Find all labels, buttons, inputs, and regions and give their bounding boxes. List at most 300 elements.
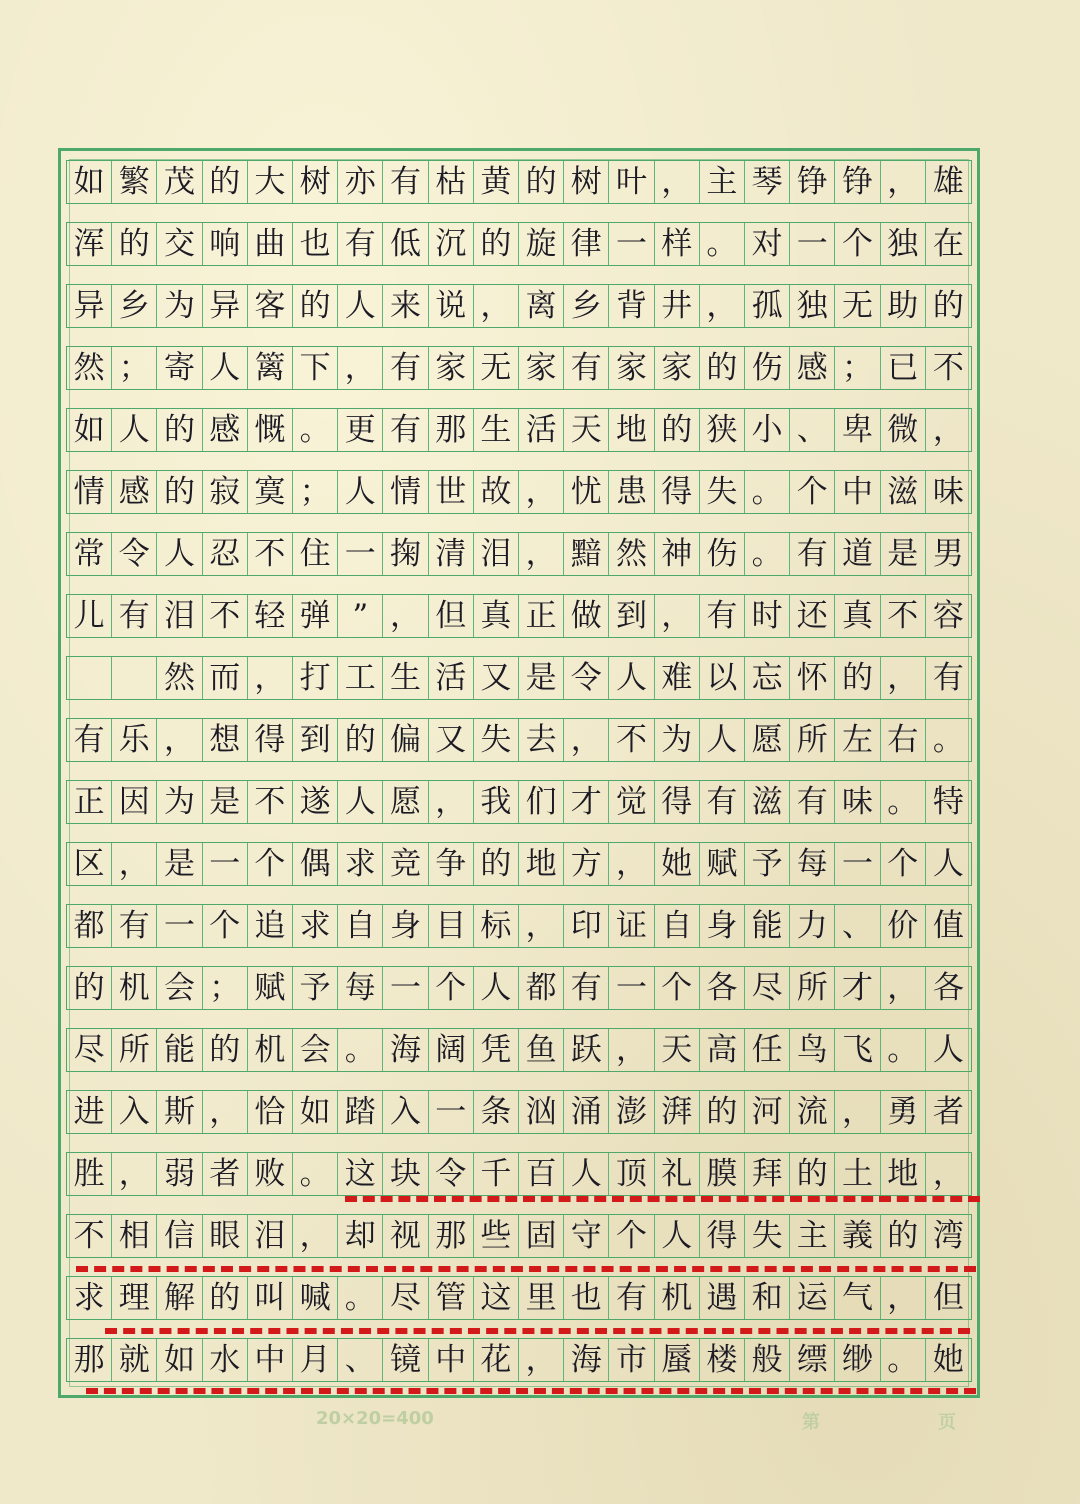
grid-cell: 证 <box>609 905 654 947</box>
grid-cell: 千 <box>474 1153 519 1195</box>
grid-cell: 令 <box>564 657 609 699</box>
grid-cell: 失 <box>474 719 519 761</box>
grid-cell: 难 <box>655 657 700 699</box>
grid-cell: 得 <box>655 471 700 513</box>
grid-cell: 竞 <box>383 843 428 885</box>
grid-cell: 令 <box>429 1153 474 1195</box>
grid-cell: 、 <box>338 1339 383 1381</box>
grid-cell: 浑 <box>67 223 112 265</box>
grid-cell: 尽 <box>745 967 790 1009</box>
grid-cell: 真 <box>835 595 880 637</box>
grid-cell: 标 <box>474 905 519 947</box>
grid-cell: 些 <box>474 1215 519 1257</box>
grid-cell: 的 <box>790 1153 835 1195</box>
grid-row <box>66 284 972 328</box>
grid-row <box>66 1214 972 1258</box>
grid-cell: 是 <box>203 781 248 823</box>
grid-cell: 条 <box>474 1091 519 1133</box>
grid-row <box>66 532 972 576</box>
grid-cell: ， <box>932 1155 964 1192</box>
grid-cell: 忍 <box>203 533 248 575</box>
grid-cell: 视 <box>383 1215 428 1257</box>
grid-cell: 身 <box>383 905 428 947</box>
grid-cell: 卑 <box>835 409 880 451</box>
grid-cell: 个 <box>609 1215 654 1257</box>
grid-cell: 泪 <box>157 595 202 637</box>
grid-cell: 方 <box>564 843 609 885</box>
grid-cell: 个 <box>835 223 880 265</box>
grid-cell: 。 <box>338 1277 383 1319</box>
grid-cell: 、 <box>790 409 835 451</box>
grid-cell: ， <box>112 843 157 885</box>
grid-cell: 所 <box>790 967 835 1009</box>
grid-frame <box>58 148 980 1398</box>
grid-cell: 独 <box>881 223 926 265</box>
page-number-prefix: 第 <box>802 1412 820 1433</box>
grid-cell <box>67 657 112 699</box>
grid-cell: 大 <box>248 161 293 203</box>
grid-cell: ， <box>881 161 926 203</box>
grid-cell: ， <box>474 285 519 327</box>
grid-cell: 人 <box>655 1215 700 1257</box>
grid-cell: 个 <box>429 967 474 1009</box>
grid-cell: 人 <box>609 657 654 699</box>
grid-cell: 求 <box>338 843 383 885</box>
grid-cell: 有 <box>112 595 157 637</box>
grid-cell: 气 <box>835 1277 880 1319</box>
grid-cell: 男 <box>932 535 964 572</box>
grid-cell: 。 <box>293 409 338 451</box>
grid-cell: 的 <box>157 471 202 513</box>
grid-cell: 有 <box>112 905 157 947</box>
grid-cell: 天 <box>564 409 609 451</box>
grid-cell: 感 <box>790 347 835 389</box>
grid-cell: 。 <box>700 223 745 265</box>
grid-cell: 曲 <box>248 223 293 265</box>
grid-cell: 做 <box>564 595 609 637</box>
grid-cell: 还 <box>790 595 835 637</box>
grid-cell: 但 <box>429 595 474 637</box>
grid-cell: 寂 <box>203 471 248 513</box>
grid-cell: 。 <box>293 1153 338 1195</box>
grid-cell: 斯 <box>157 1091 202 1133</box>
grid-cell: 有 <box>700 595 745 637</box>
grid-cell: 缈 <box>835 1339 880 1381</box>
grid-cell: 的 <box>338 719 383 761</box>
grid-cell: 自 <box>655 905 700 947</box>
grid-cell: 道 <box>835 533 880 575</box>
grid-cell: 澎 <box>609 1091 654 1133</box>
grid-cell: 一 <box>609 223 654 265</box>
grid-cell: 的 <box>67 967 112 1009</box>
grid-cell: 特 <box>932 783 964 820</box>
grid-cell: 不 <box>248 781 293 823</box>
grid-cell: 树 <box>564 161 609 203</box>
grid-cell: 遂 <box>293 781 338 823</box>
grid-cell: 月 <box>293 1339 338 1381</box>
grid-cell: 患 <box>609 471 654 513</box>
grid-cell: 小 <box>745 409 790 451</box>
grid-cell: 会 <box>157 967 202 1009</box>
grid-cell: 赋 <box>700 843 745 885</box>
grid-cell: 然 <box>609 533 654 575</box>
grid-cell: 样 <box>655 223 700 265</box>
grid-cell: 一 <box>790 223 835 265</box>
grid-cell: 生 <box>383 657 428 699</box>
grid-cell: 不 <box>203 595 248 637</box>
grid-cell: 想 <box>203 719 248 761</box>
grid-cell: 异 <box>203 285 248 327</box>
grid-cell: 主 <box>790 1215 835 1257</box>
grid-cell: 以 <box>700 657 745 699</box>
grid-cell: 这 <box>474 1277 519 1319</box>
grid-cell: 怀 <box>790 657 835 699</box>
grid-cell: 胜 <box>67 1153 112 1195</box>
grid-cell: ， <box>835 1091 880 1133</box>
grid-cell: 。 <box>745 533 790 575</box>
grid-cell: 尽 <box>67 1029 112 1071</box>
grid-cell: 力 <box>790 905 835 947</box>
grid-cell: 神 <box>655 533 700 575</box>
grid-cell: 运 <box>790 1277 835 1319</box>
grid-cell: 掬 <box>383 533 428 575</box>
grid-cell: 汹 <box>519 1091 564 1133</box>
grid-cell: 如 <box>157 1339 202 1381</box>
grid-cell: 滋 <box>881 471 926 513</box>
grid-cell: 是 <box>157 843 202 885</box>
grid-cell: ， <box>655 595 700 637</box>
grid-cell: 泪 <box>248 1215 293 1257</box>
grid-cell: 轻 <box>248 595 293 637</box>
grid-cell: 有 <box>67 719 112 761</box>
grid-cell: 蜃 <box>655 1339 700 1381</box>
grid-cell: 得 <box>248 719 293 761</box>
grid-row <box>66 1338 972 1382</box>
grid-cell: 高 <box>700 1029 745 1071</box>
grid-cell: 说 <box>429 285 474 327</box>
grid-cell: 常 <box>67 533 112 575</box>
grid-cell: 一 <box>429 1091 474 1133</box>
grid-cell: 不 <box>932 349 964 386</box>
grid-cell: ， <box>881 657 926 699</box>
grid-cell: 求 <box>293 905 338 947</box>
grid-cell: 儿 <box>67 595 112 637</box>
grid-cell: 有 <box>700 781 745 823</box>
grid-cell: 能 <box>745 905 790 947</box>
grid-size-label: 20×20=400 <box>316 1408 434 1429</box>
grid-cell: 叫 <box>248 1277 293 1319</box>
grid-row <box>66 904 972 948</box>
grid-cell: 遇 <box>700 1277 745 1319</box>
grid-cell: 滋 <box>745 781 790 823</box>
grid-cell: ， <box>881 967 926 1009</box>
grid-cell: 一 <box>203 843 248 885</box>
grid-cell: 味 <box>932 473 964 510</box>
grid-cell: 争 <box>429 843 474 885</box>
grid-cell: 到 <box>609 595 654 637</box>
grid-cell: ， <box>157 719 202 761</box>
grid-cell: 阔 <box>429 1029 474 1071</box>
grid-cell: 有 <box>932 659 964 696</box>
grid-cell: 流 <box>790 1091 835 1133</box>
grid-cell: 失 <box>700 471 745 513</box>
grid-cell: 那 <box>67 1339 112 1381</box>
grid-cell: 弱 <box>157 1153 202 1195</box>
grid-cell: 自 <box>338 905 383 947</box>
grid-cell: 才 <box>835 967 880 1009</box>
grid-cell: 机 <box>248 1029 293 1071</box>
grid-cell: 主 <box>700 161 745 203</box>
grid-cell: 人 <box>338 781 383 823</box>
grid-cell: 对 <box>745 223 790 265</box>
grid-row <box>66 594 972 638</box>
grid-cell: ， <box>564 719 609 761</box>
grid-cell: 予 <box>293 967 338 1009</box>
grid-cell: 味 <box>835 781 880 823</box>
grid-cell: 鸟 <box>790 1029 835 1071</box>
grid-row <box>66 842 972 886</box>
grid-cell: 容 <box>932 597 964 634</box>
grid-cell: 令 <box>112 533 157 575</box>
grid-cell: 各 <box>932 969 964 1006</box>
grid-cell: ， <box>932 411 964 448</box>
grid-cell: ， <box>203 1091 248 1133</box>
grid-cell: 人 <box>932 845 964 882</box>
grid-row <box>66 1152 972 1196</box>
grid-cell: 黯 <box>564 533 609 575</box>
grid-cell: ” <box>338 595 383 637</box>
grid-cell: 追 <box>248 905 293 947</box>
grid-cell: 有 <box>383 161 428 203</box>
grid-cell: 到 <box>293 719 338 761</box>
grid-cell: 她 <box>655 843 700 885</box>
grid-cell: 的 <box>655 409 700 451</box>
grid-cell: 亦 <box>338 161 383 203</box>
grid-cell: 微 <box>881 409 926 451</box>
grid-cell: 有 <box>338 223 383 265</box>
grid-cell: 如 <box>67 409 112 451</box>
grid-cell: 跃 <box>564 1029 609 1071</box>
grid-cell: 各 <box>700 967 745 1009</box>
grid-cell: 但 <box>932 1279 964 1316</box>
grid-cell: 的 <box>203 1277 248 1319</box>
grid-cell: 中 <box>248 1339 293 1381</box>
grid-cell: 義 <box>835 1215 880 1257</box>
grid-cell: 市 <box>609 1339 654 1381</box>
grid-cell: 的 <box>203 161 248 203</box>
annotation-underline <box>86 1388 976 1394</box>
grid-cell: 人 <box>112 409 157 451</box>
grid-cell: 活 <box>519 409 564 451</box>
grid-cell: 败 <box>248 1153 293 1195</box>
grid-cell: 解 <box>157 1277 202 1319</box>
grid-cell: 如 <box>293 1091 338 1133</box>
grid-cell: ， <box>609 1029 654 1071</box>
grid-cell: 的 <box>112 223 157 265</box>
grid-cell: 个 <box>203 905 248 947</box>
grid-cell: 生 <box>474 409 519 451</box>
grid-cell: 狭 <box>700 409 745 451</box>
grid-cell: 时 <box>745 595 790 637</box>
grid-cell: 异 <box>67 285 112 327</box>
grid-cell: 飞 <box>835 1029 880 1071</box>
grid-cell: 失 <box>745 1215 790 1257</box>
grid-cell: 一 <box>835 843 880 885</box>
grid-cell: 也 <box>293 223 338 265</box>
grid-cell: 礼 <box>655 1153 700 1195</box>
grid-cell: 般 <box>745 1339 790 1381</box>
grid-cell: 都 <box>67 905 112 947</box>
grid-cell: ， <box>519 905 564 947</box>
grid-row <box>66 1276 972 1320</box>
grid-cell: 涌 <box>564 1091 609 1133</box>
grid-cell: 个 <box>790 471 835 513</box>
grid-cell: 忘 <box>745 657 790 699</box>
grid-cell: 们 <box>519 781 564 823</box>
grid-cell: 的 <box>932 287 964 324</box>
grid-cell: ； <box>203 967 248 1009</box>
grid-cell: 任 <box>745 1029 790 1071</box>
grid-cell: 乡 <box>112 285 157 327</box>
grid-cell: 。 <box>338 1029 383 1071</box>
grid-cell: 一 <box>157 905 202 947</box>
grid-cell: 那 <box>429 409 474 451</box>
grid-cell: 河 <box>745 1091 790 1133</box>
grid-cell: 相 <box>112 1215 157 1257</box>
grid-cell: 的 <box>700 1091 745 1133</box>
grid-cell: 都 <box>519 967 564 1009</box>
grid-cell: 百 <box>519 1153 564 1195</box>
grid-cell: 者 <box>932 1093 964 1130</box>
grid-cell: 家 <box>519 347 564 389</box>
grid-cell: 她 <box>932 1341 964 1378</box>
grid-cell: 所 <box>790 719 835 761</box>
grid-cell: 得 <box>655 781 700 823</box>
grid-cell: 无 <box>474 347 519 389</box>
grid-cell: 律 <box>564 223 609 265</box>
grid-cell: 印 <box>564 905 609 947</box>
grid-cell: 眼 <box>203 1215 248 1257</box>
grid-cell: 得 <box>700 1215 745 1257</box>
grid-cell: 愿 <box>745 719 790 761</box>
grid-cell: 花 <box>474 1339 519 1381</box>
grid-cell: ； <box>112 347 157 389</box>
grid-cell: 工 <box>338 657 383 699</box>
grid-cell: ， <box>519 533 564 575</box>
grid-cell: ， <box>609 843 654 885</box>
grid-cell: 有 <box>383 347 428 389</box>
grid-cell: 楼 <box>700 1339 745 1381</box>
grid-cell: 正 <box>519 595 564 637</box>
grid-cell: 的 <box>474 843 519 885</box>
grid-cell: 恰 <box>248 1091 293 1133</box>
grid-cell: ， <box>338 347 383 389</box>
grid-cell: 为 <box>655 719 700 761</box>
grid-cell: 因 <box>112 781 157 823</box>
grid-cell: 土 <box>835 1153 880 1195</box>
grid-cell: 海 <box>383 1029 428 1071</box>
grid-cell: 感 <box>203 409 248 451</box>
grid-cell: 有 <box>564 347 609 389</box>
grid-cell: 膜 <box>700 1153 745 1195</box>
grid-cell: 目 <box>429 905 474 947</box>
grid-cell: 一 <box>383 967 428 1009</box>
grid-cell: 情 <box>383 471 428 513</box>
grid-cell: 有 <box>790 781 835 823</box>
grid-cell: 人 <box>338 285 383 327</box>
grid-cell: 海 <box>564 1339 609 1381</box>
grid-cell: 井 <box>655 285 700 327</box>
grid-cell: 有 <box>383 409 428 451</box>
grid-cell: 价 <box>881 905 926 947</box>
grid-cell: 客 <box>248 285 293 327</box>
grid-cell: 而 <box>203 657 248 699</box>
grid-cell: 孤 <box>745 285 790 327</box>
grid-cell: 然 <box>157 657 202 699</box>
grid-cell: 。 <box>932 721 964 758</box>
grid-cell: 凭 <box>474 1029 519 1071</box>
grid-cell: 真 <box>474 595 519 637</box>
grid-cell: 不 <box>881 595 926 637</box>
grid-cell: 入 <box>112 1091 157 1133</box>
grid-cell: 伤 <box>700 533 745 575</box>
grid-cell: 湾 <box>932 1217 964 1254</box>
grid-cell: 每 <box>338 967 383 1009</box>
grid-cell: ， <box>383 595 428 637</box>
grid-cell: 人 <box>203 347 248 389</box>
grid-cell: 不 <box>609 719 654 761</box>
grid-row <box>66 656 972 700</box>
grid-cell: 低 <box>383 223 428 265</box>
grid-cell: 不 <box>248 533 293 575</box>
grid-cell: 机 <box>112 967 157 1009</box>
grid-cell: 感 <box>112 471 157 513</box>
grid-cell: ， <box>248 657 293 699</box>
grid-cell: ， <box>700 285 745 327</box>
grid-cell: 。 <box>881 781 926 823</box>
grid-cell: 一 <box>338 533 383 575</box>
grid-cell: 天 <box>655 1029 700 1071</box>
grid-cell: 偶 <box>293 843 338 885</box>
grid-cell: 打 <box>293 657 338 699</box>
grid-cell: ； <box>293 471 338 513</box>
grid-cell: 地 <box>881 1153 926 1195</box>
grid-cell: 和 <box>745 1277 790 1319</box>
grid-cell: 在 <box>932 225 964 262</box>
grid-cell: 如 <box>67 161 112 203</box>
grid-cell: 铮 <box>790 161 835 203</box>
grid-cell: 觉 <box>609 781 654 823</box>
grid-cell: 人 <box>157 533 202 575</box>
grid-cell: 守 <box>564 1215 609 1257</box>
grid-cell: 家 <box>429 347 474 389</box>
grid-cell: 里 <box>519 1277 564 1319</box>
grid-cell: 弹 <box>293 595 338 637</box>
grid-cell: 来 <box>383 285 428 327</box>
grid-row <box>66 470 972 514</box>
grid-cell: 能 <box>157 1029 202 1071</box>
grid-cell: 值 <box>932 907 964 944</box>
grid-cell: 湃 <box>655 1091 700 1133</box>
grid-cell: 去 <box>519 719 564 761</box>
grid-cell: 助 <box>881 285 926 327</box>
grid-row <box>66 966 972 1010</box>
grid-cell: 会 <box>293 1029 338 1071</box>
grid-cell: 有 <box>564 967 609 1009</box>
grid-cell: 黄 <box>474 161 519 203</box>
grid-cell: 一 <box>609 967 654 1009</box>
grid-row <box>66 780 972 824</box>
